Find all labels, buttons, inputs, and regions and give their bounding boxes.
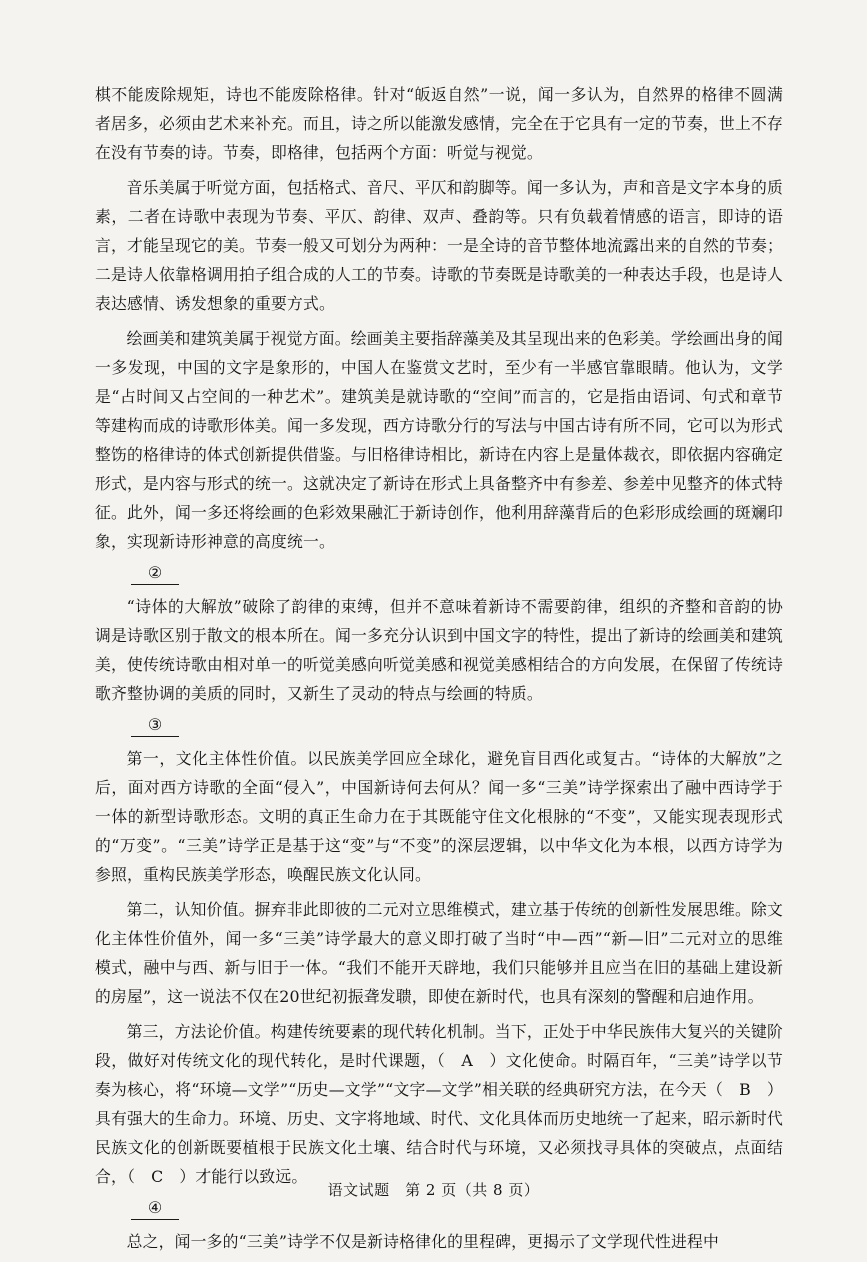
paragraph-painting-architecture: 绘画美和建筑美属于视觉方面。绘画美主要指辞藻美及其呈现出来的色彩美。学绘画出身的闻一多发现，中国的文字是象形的，中国人在鉴赏文艺时，至少有一半感官靠眼睛。他认为，文学是“占时间又占空间的一种艺术”。建筑美是就诗歌的“空间”而言的，它是指由语词、句式和章节等建构而成的诗歌形体美。闻一多发现，西方诗歌分行的写法与中国古诗有所不同，它可以为形式整饬的格律诗的体式创新提供借鉴。与旧格律诗相比，新诗在内容上是量体裁衣，即依据内容确定形式，是内容与形式的统一。这就决定了新诗在形式上具备整齐中有参差、参差中见整齐的体式特征。此外，闻一多还将绘画的色彩效果融汇于新诗创作，他利用辞藻背后的色彩形成绘画的斑斓印象，实现新诗形神意的高度统一。 [95, 329, 783, 551]
blank-marker-2 [95, 562, 783, 588]
paragraph-cognitive-value: 第二，认知价值。摒弃非此即彼的二元对立思维模式，建立基于传统的创新性发展思维。除文化主体性价值外，闻一多“三美”诗学最大的意义即打破了当时“中—西”“新—旧”二元对立的思维模式，融中与西、新与旧于一体。“我们不能开天辟地，我们只能够并且应当在旧的基础上建设新的房屋”，这一说法不仅在20世纪初振聋发聩，即使在新时代，也具有深刻的警醒和启迪作用。 [95, 900, 783, 1006]
blank-number-3: ③ [131, 714, 179, 737]
page-footer: 语文试题 第 2 页（共 8 页） [327, 1181, 540, 1199]
paragraph-poetry-liberation: “诗体的大解放”破除了韵律的束缚，但并不意味着新诗不需要韵律，组织的齐整和音韵的协调是诗歌区别于散文的根本所在。闻一多充分认识到中国文字的特性，提出了新诗的绘画美和建筑美，使传统诗歌由相对单一的听觉美感向听觉美感和视觉美感相结合的方向发展，在保留了传统诗歌齐整协调的美质的同时，又新生了灵动的特点与绘画的特质。 [95, 597, 783, 703]
blank-marker-3 [95, 714, 783, 740]
article-body [95, 80, 783, 1262]
paragraph-cultural-value: 第一，文化主体性价值。以民族美学回应全球化，避免盲目西化或复古。“诗体的大解放”之后，面对西方诗歌的全面“侵入”，中国新诗何去何从？闻一多“三美”诗学探索出了融中西诗学于一体的新型诗歌形态。文明的真正生命力在于其既能守住文化根脉的“不变”，又能实现表现形式的“万变”。“三美”诗学正是基于这“变”与“不变”的深层逻辑，以中华文化为本根，以西方诗学为参照，重构民族美学形态，唤醒民族文化认同。 [95, 749, 783, 884]
blank-number-4: ④ [131, 1197, 179, 1220]
blank-marker-4 [95, 1197, 783, 1223]
paragraph-methodology-value: 第三，方法论价值。构建传统要素的现代转化机制。当下，正处于中华民族伟大复兴的关键阶段，做好对传统文化的现代转化，是时代课题，（ A ）文化使命。时隔百年，“三美”诗学以节奏为核心，将“环境—文学”“历史—文学”“文字—文学”相关联的经典研究方法，在今天（ B ）具有强大的生命力。环境、历史、文字将地域、时代、文化具体而历史地统一了起来，昭示新时代民族文化的创新既要植根于民族文化土壤、结合时代与环境，又必须找寻具体的突破点，点面结合，（ C ）才能行以致远。 [95, 1022, 783, 1186]
paragraph-music-beauty: 音乐美属于听觉方面，包括格式、音尺、平仄和韵脚等。闻一多认为，声和音是文字本身的质素，二者在诗歌中表现为节奏、平仄、韵律、双声、叠韵等。只有负载着情感的语言，即诗的语言，才能呈现它的美。节奏一般又可划分为两种：一是全诗的音节整体地流露出来的自然的节奏；二是诗人依靠格调用拍子组合成的人工的节奏。诗歌的节奏既是诗歌美的一种表达手段，也是诗人表达感情、诱发想象的重要方式。 [95, 178, 783, 313]
blank-number-2: ② [131, 562, 179, 585]
paragraph-conclusion: 总之，闻一多的“三美”诗学不仅是新诗格律化的里程碑，更揭示了文学现代性进程中 [126, 1232, 720, 1251]
paragraph-rhythm-intro: 棋不能废除规矩，诗也不能废除格律。针对“皈返自然”一说，闻一多认为，自然界的格律不圆满者居多，必须由艺术来补充。而且，诗之所以能激发感情，完全在于它具有一定的节奏，世上不存在没有节奏的诗。节奏，即格律，包括两个方面：听觉与视觉。 [95, 85, 783, 162]
